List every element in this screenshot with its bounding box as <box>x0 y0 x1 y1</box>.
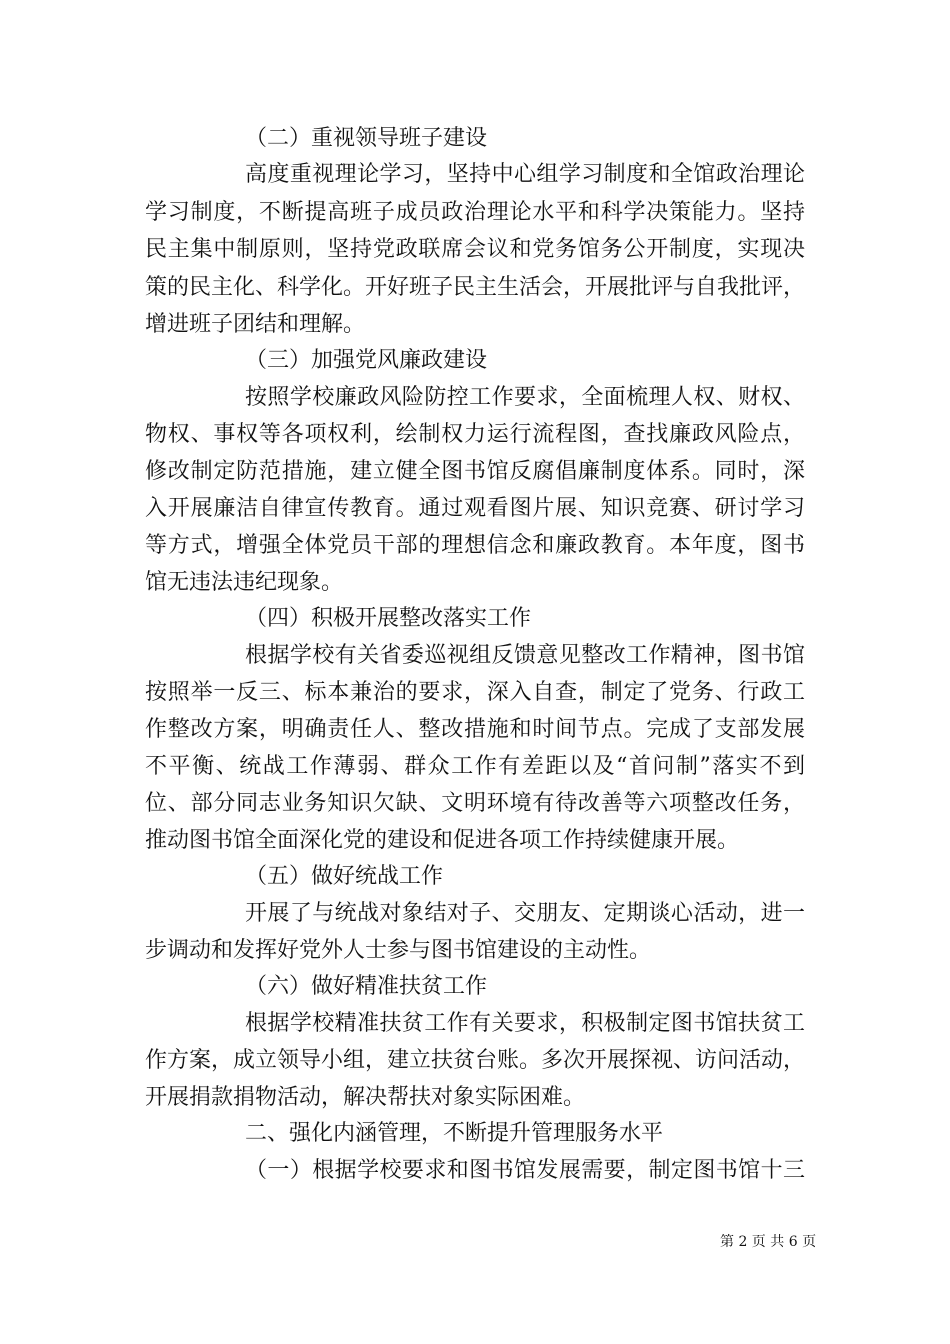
paragraph-line: 开展捐款捐物活动，解决帮扶对象实际困难。 <box>145 1085 586 1110</box>
paragraph-line: 步调动和发挥好党外人士参与图书馆建设的主动性。 <box>145 938 652 963</box>
paragraph-line: 不平衡、统战工作薄弱、群众工作有差距以及“首问制”落实不到 <box>145 754 805 779</box>
section-heading: （五）做好统战工作 <box>245 864 444 889</box>
paragraph-line: 修改制定防范措施，建立健全图书馆反腐倡廉制度体系。同时，深 <box>145 459 805 484</box>
paragraph-line: 入开展廉洁自律宣传教育。通过观看图片展、知识竞赛、研讨学习 <box>145 496 805 521</box>
paragraph-line: 根据学校有关省委巡视组反馈意见整改工作精神，图书馆 <box>245 643 805 668</box>
paragraph-line: 推动图书馆全面深化党的建设和促进各项工作持续健康开展。 <box>145 828 740 853</box>
paragraph-line: 学习制度，不断提高班子成员政治理论水平和科学决策能力。坚持 <box>145 200 805 225</box>
paragraph-line: 作整改方案，明确责任人、整改措施和时间节点。完成了支部发展 <box>145 717 805 742</box>
paragraph-line: 作方案，成立领导小组，建立扶贫台账。多次开展探视、访问活动， <box>145 1048 806 1073</box>
paragraph-line: 位、部分同志业务知识欠缺、文明环境有待改善等六项整改任务， <box>145 791 805 816</box>
paragraph-line: 民主集中制原则，坚持党政联席会议和党务馆务公开制度，实现决 <box>145 237 805 262</box>
paragraph-line: 按照举一反三、标本兼治的要求，深入自查，制定了党务、行政工 <box>145 680 805 705</box>
paragraph-line: 等方式，增强全体党员干部的理想信念和廉政教育。本年度，图书 <box>145 533 805 558</box>
paragraph-line: 策的民主化、科学化。开好班子民主生活会，开展批评与自我批评， <box>145 275 806 300</box>
paragraph-line: 按照学校廉政风险防控工作要求，全面梳理人权、财权、 <box>245 385 805 410</box>
section-heading: 二、强化内涵管理，不断提升管理服务水平 <box>245 1121 664 1146</box>
paragraph-line: 增进班子团结和理解。 <box>145 312 366 337</box>
paragraph-line: （一）根据学校要求和图书馆发展需要，制定图书馆十三 <box>245 1158 805 1183</box>
paragraph-line: 根据学校精准扶贫工作有关要求，积极制定图书馆扶贫工 <box>245 1011 805 1036</box>
paragraph-line: 开展了与统战对象结对子、交朋友、定期谈心活动，进一 <box>245 901 805 926</box>
section-heading: （二）重视领导班子建设 <box>245 126 488 151</box>
section-heading: （四）积极开展整改落实工作 <box>245 606 532 631</box>
page-number-footer: 第 2 页 共 6 页 <box>720 1234 817 1250</box>
paragraph-line: 物权、事权等各项权利，绘制权力运行流程图，查找廉政风险点， <box>145 422 805 447</box>
section-heading: （三）加强党风廉政建设 <box>245 348 488 373</box>
section-heading: （六）做好精准扶贫工作 <box>245 974 488 999</box>
paragraph-line: 高度重视理论学习，坚持中心组学习制度和全馆政治理论 <box>245 162 805 187</box>
paragraph-line: 馆无违法违纪现象。 <box>145 570 344 595</box>
